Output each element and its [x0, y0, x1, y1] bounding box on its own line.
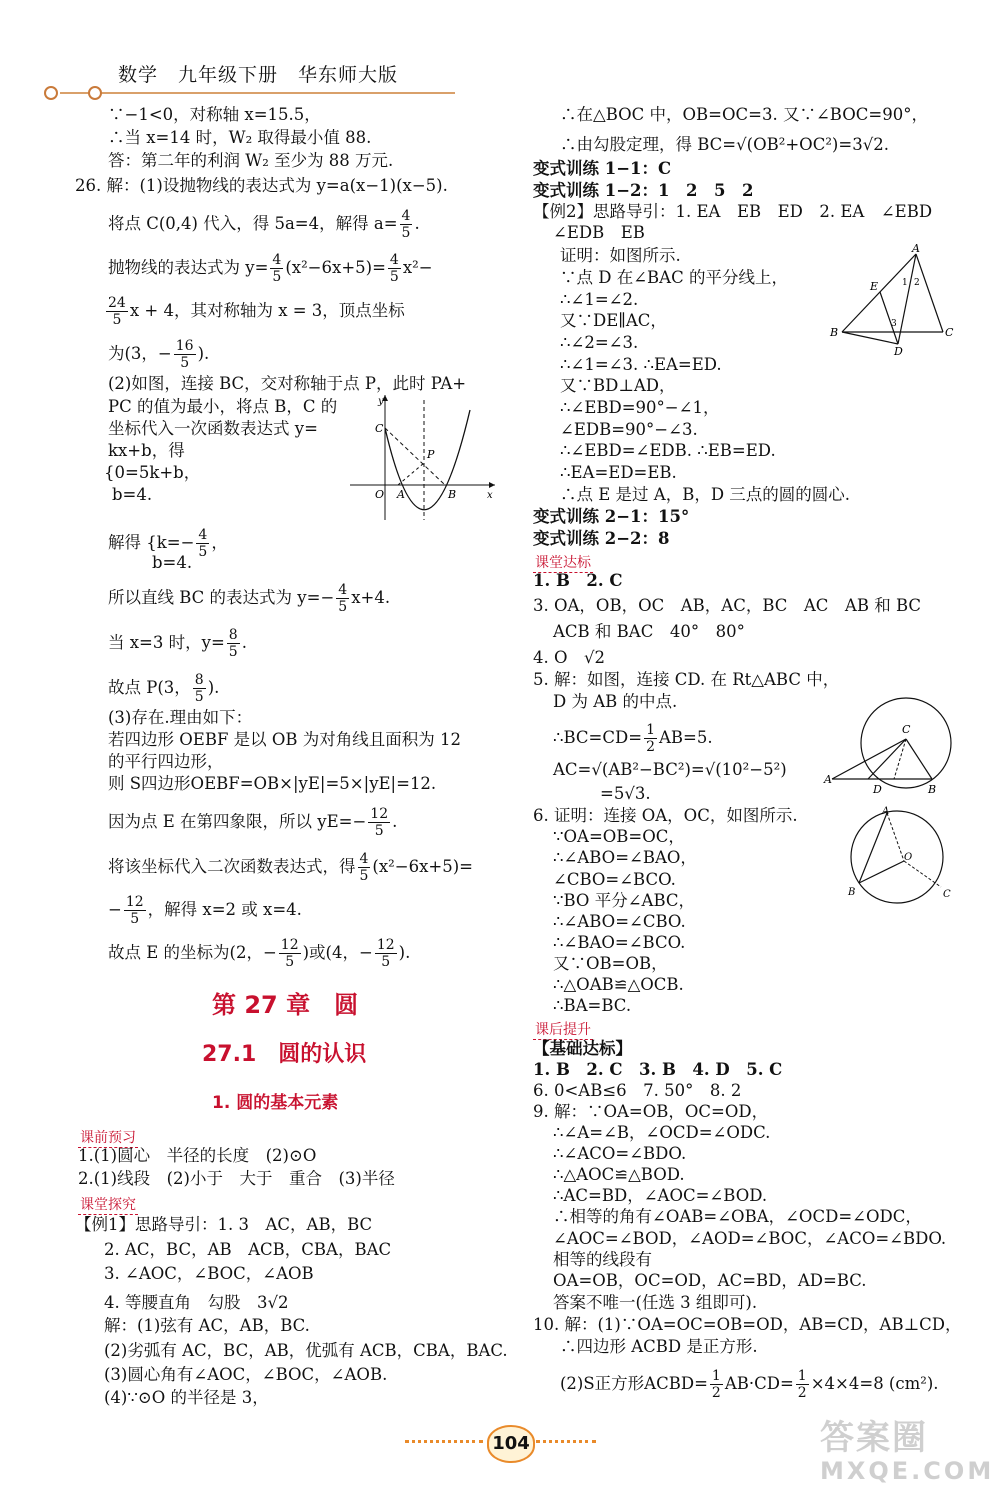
text-line: (3)存在.理由如下： — [108, 708, 253, 727]
text-line: (4)∵⊙O 的半径是 3， — [104, 1388, 269, 1407]
point-label-a: A — [397, 488, 405, 501]
page-header-title: 数学 九年级下册 华东师大版 — [118, 64, 399, 86]
tag-preview: 课前预习 — [78, 1127, 138, 1148]
footer-dots-left — [405, 1440, 483, 1443]
text-line: 6. 证明：连接 OA，OC，如图所示. — [533, 806, 798, 825]
point-label-a: A — [824, 773, 832, 786]
text-line: ∠EDB EB — [553, 223, 645, 242]
triangle-figure — [828, 240, 958, 360]
point-label-o: O — [375, 488, 385, 501]
text-line: =5√3. — [600, 784, 651, 803]
text-line: ∴∠1=∠3. ∴EA=ED. — [560, 355, 722, 374]
text-line: 相等的线段有 — [553, 1250, 652, 1269]
text-line: 5. 解：如图，连接 CD. 在 Rt△ABC 中， — [533, 670, 840, 689]
page-number: 104 — [487, 1425, 535, 1463]
point-label-c: C — [902, 723, 911, 736]
circle-figure-1 — [822, 695, 972, 800]
text-line: 为(3，− $\frac{16}{5}$ ). — [108, 338, 210, 371]
text-line: 解得 {k=− $\frac{4}{5}$ ， — [108, 527, 228, 560]
text-line: 因为点 E 在第四象限，所以 yE=− $\frac{12}{5}$ . — [108, 806, 398, 839]
angle-label-1: 1 — [902, 278, 908, 288]
text-line: ∴点 E 是过 A，B，D 三点的圆的圆心. — [560, 485, 851, 504]
tag-explore: 课堂探究 — [78, 1194, 138, 1215]
text-line: 解：(1)弦有 AC，AB，BC. — [104, 1316, 310, 1335]
point-label-d: D — [873, 783, 882, 796]
text-line: 答：第二年的利润 W₂ 至少为 88 万元. — [108, 151, 394, 170]
text-line: (2)S正方形ACBD= $\frac{1}{2}$ AB·CD= $\frac{1}{2}$ ×4×4=8 (cm²). — [560, 1368, 939, 1401]
text-line: ∵BO 平分∠ABC， — [553, 891, 695, 910]
text-line: 10. 解：(1)∵OA=OC=OB=OD，AB=CD，AB⊥CD， — [533, 1315, 962, 1334]
tag-classwork: 课堂达标 — [533, 552, 593, 573]
text-line: 9. 解：∵OA=OB，OC=OD， — [533, 1102, 769, 1121]
subsection-title: 1. 圆的基本元素 — [212, 1093, 339, 1113]
text-line: ∴AC=BD，∠AOC=∠BOD. — [553, 1186, 768, 1205]
text-line: 1. B 2. C — [533, 571, 623, 590]
text-line: (2)劣弧有 AC，BC，AB，优弧有 ACB，CBA，BAC. — [104, 1341, 508, 1360]
text-line: $\frac{24}{5}$ x + 4，其对称轴为 x = 3，顶点坐标 — [108, 295, 405, 328]
text-line: 的平行四边形， — [108, 752, 224, 771]
text-line: 证明：如图所示. — [560, 246, 681, 265]
circle-figure-2 — [842, 805, 957, 910]
text-line: 将该坐标代入二次函数表达式，得 $\frac{4}{5}$ (x²−6x+5)= — [108, 851, 473, 884]
text-line: 1.(1)圆心 半径的长度 (2)⊙O — [78, 1146, 317, 1165]
text-line: OA=OB，OC=OD，AC=BD，AD=BC. — [553, 1271, 867, 1290]
point-label-a: A — [882, 806, 890, 817]
header-rule — [60, 92, 455, 94]
axis-label-y: y — [378, 396, 384, 407]
text-line: ∴四边形 ACBD 是正方形. — [560, 1337, 758, 1356]
text-line: 3. ∠AOC，∠BOC，∠AOB — [104, 1264, 314, 1283]
angle-label-2: 2 — [914, 278, 920, 288]
header-dot-icon — [88, 86, 102, 100]
text-line: 所以直线 BC 的表达式为 y=− $\frac{4}{5}$ x+4. — [108, 582, 391, 615]
text-line: {0=5k+b， — [104, 463, 201, 482]
point-label-b: B — [830, 326, 839, 339]
text-line: ∵点 D 在∠BAC 的平分线上， — [560, 268, 788, 287]
text-line: ∴∠ABO=∠CBO. — [553, 912, 686, 931]
header-dot-icon — [44, 86, 58, 100]
text-line: ∴∠ACO=∠BDO. — [553, 1144, 687, 1163]
point-label-o: O — [904, 852, 913, 863]
point-label-c: C — [945, 326, 954, 339]
text-line: − $\frac{12}{5}$ ，解得 x=2 或 x=4. — [108, 894, 302, 927]
text-line: ∴∠1=∠2. — [560, 290, 639, 309]
point-label-d: D — [894, 345, 903, 358]
text-line: ∴当 x=14 时，W₂ 取得最小值 88. — [108, 128, 372, 147]
text-line: ∴BC=CD= $\frac{1}{2}$ AB=5. — [553, 722, 713, 755]
text-line: 变式训练 2−1：15° — [533, 507, 690, 526]
text-line: 2.(1)线段 (2)小于 大于 重合 (3)半径 — [78, 1169, 395, 1188]
text-line: 又∵DE∥AC， — [560, 311, 667, 330]
text-line: ∠CBO=∠BCO. — [553, 870, 676, 889]
text-line: ∴EA=ED=EB. — [560, 463, 677, 482]
text-line: 故点 E 的坐标为(2，− $\frac{12}{5}$ )或(4，− $\frac{12}{5}$ ). — [108, 937, 411, 970]
text-line: ∠EDB=90°−∠3. — [560, 420, 698, 439]
text-line: ∴∠BAO=∠BCO. — [553, 933, 686, 952]
text-line: 当 x=3 时，y= $\frac{8}{5}$ . — [108, 627, 247, 660]
text-line: 若四边形 OEBF 是以 OB 为对角线且面积为 12 — [108, 730, 462, 749]
text-line: PC 的值为最小，将点 B，C 的 — [108, 397, 338, 416]
text-line: 又∵OB=OB， — [553, 954, 668, 973]
point-label-a: A — [912, 242, 920, 255]
text-line: ∴在△BOC 中，OB=OC=3. 又∵∠BOC=90°， — [560, 105, 928, 124]
text-line: 变式训练 1−1：C — [533, 159, 672, 178]
text-line: 答案不唯一(任选 3 组即可). — [553, 1293, 758, 1312]
point-label-c: C — [943, 889, 951, 900]
point-label-p: P — [427, 448, 435, 461]
text-line: 4. 等腰直角 勾股 3√2 — [104, 1293, 289, 1312]
text-line: ∴BA=BC. — [553, 996, 632, 1015]
text-line: 变式训练 1−2：1 2 5 2 — [533, 181, 754, 200]
text-line: 将点 C(0,4) 代入，得 5a=4，解得 a= $\frac{4}{5}$ . — [108, 208, 420, 241]
text-line: 【例2】思路导引：1. EA EB ED 2. EA ∠EBD — [533, 202, 933, 221]
text-line: 故点 P(3， $\frac{8}{5}$ ). — [108, 672, 220, 705]
point-label-b: B — [848, 887, 856, 898]
point-label-b: B — [928, 783, 937, 796]
axis-label-x: x — [487, 490, 493, 501]
text-line: ∴△OAB≌△OCB. — [553, 975, 684, 994]
text-line: 则 S四边形OEBF=OB×|yE|=5×|yE|=12. — [108, 774, 437, 793]
text-line: ∴由勾股定理，得 BC=√(OB²+OC²)=3√2. — [560, 135, 889, 154]
point-label-c: C — [375, 422, 384, 435]
footer-dots-right — [536, 1440, 596, 1443]
point-label-e: E — [870, 280, 879, 293]
text-line: ∴△AOC≌△BOD. — [553, 1165, 685, 1184]
text-line: 6. 0<AB≤6 7. 50° 8. 2 — [533, 1081, 742, 1100]
text-line: ACB 和 BAC 40° 80° — [553, 622, 745, 641]
text-line: ∴相等的角有∠OAB=∠OBA，∠OCD=∠ODC， — [553, 1207, 922, 1226]
angle-label-3: 3 — [891, 319, 897, 329]
text-line: AC=√(AB²−BC²)=√(10²−5²) — [553, 760, 787, 779]
text-line: ∴∠A=∠B，∠OCD=∠ODC. — [553, 1123, 771, 1142]
text-line: 又∵BD⊥AD， — [560, 376, 676, 395]
chapter-title: 第 27 章 圆 — [212, 991, 359, 1019]
text-line: 【基础达标】 — [533, 1039, 632, 1058]
text-line: ∴∠ABO=∠BAO， — [553, 848, 697, 867]
watermark-logo: 答案圈 MXQE.COM — [820, 1418, 995, 1485]
text-line: kx+b，得 — [108, 441, 185, 460]
section-title: 27.1 圆的认识 — [202, 1042, 367, 1067]
text-line: ∵OA=OB=OC， — [553, 827, 685, 846]
text-line: (2)如图，连接 BC，交对称轴于点 P，此时 PA+ — [108, 374, 467, 393]
text-line: 坐标代入一次函数表达式 y= — [108, 419, 318, 438]
text-line: ∴∠EBD=90°−∠1， — [560, 398, 720, 417]
tag-after-class: 课后提升 — [533, 1019, 593, 1040]
text-line: ∴∠2=∠3. — [560, 333, 639, 352]
text-line: 变式训练 2−2：8 — [533, 529, 670, 548]
text-line: D 为 AB 的中点. — [553, 692, 678, 711]
text-line: 3. OA，OB，OC AB，AC，BC AC AB 和 BC — [533, 596, 921, 615]
text-line: 抛物线的表达式为 y= $\frac{4}{5}$ (x²−6x+5)= $\frac{4}{5}$ x²− — [108, 252, 433, 285]
text-line: 4. O √2 — [533, 648, 606, 667]
text-line: ∠AOC=∠BOD，∠AOD=∠BOC，∠ACO=∠BDO. — [553, 1229, 947, 1248]
text-line: 26. 解：(1)设抛物线的表达式为 y=a(x−1)(x−5). — [75, 176, 448, 195]
text-line: 1. B 2. C 3. B 4. D 5. C — [533, 1060, 783, 1079]
text-line: (3)圆心角有∠AOC，∠BOC，∠AOB. — [104, 1365, 388, 1384]
text-line: ∴∠EBD=∠EDB. ∴EB=ED. — [560, 441, 776, 460]
parabola-figure — [345, 390, 500, 525]
text-line: b=4. — [112, 485, 153, 504]
point-label-b: B — [448, 488, 457, 501]
text-line: 【例1】思路导引：1. 3 AC，AB，BC — [75, 1215, 373, 1234]
text-line: b=4. — [152, 553, 193, 572]
text-line: ∵−1<0，对称轴 x=15.5， — [108, 105, 321, 124]
text-line: 2. AC，BC，AB ACB，CBA，BAC — [104, 1240, 392, 1259]
